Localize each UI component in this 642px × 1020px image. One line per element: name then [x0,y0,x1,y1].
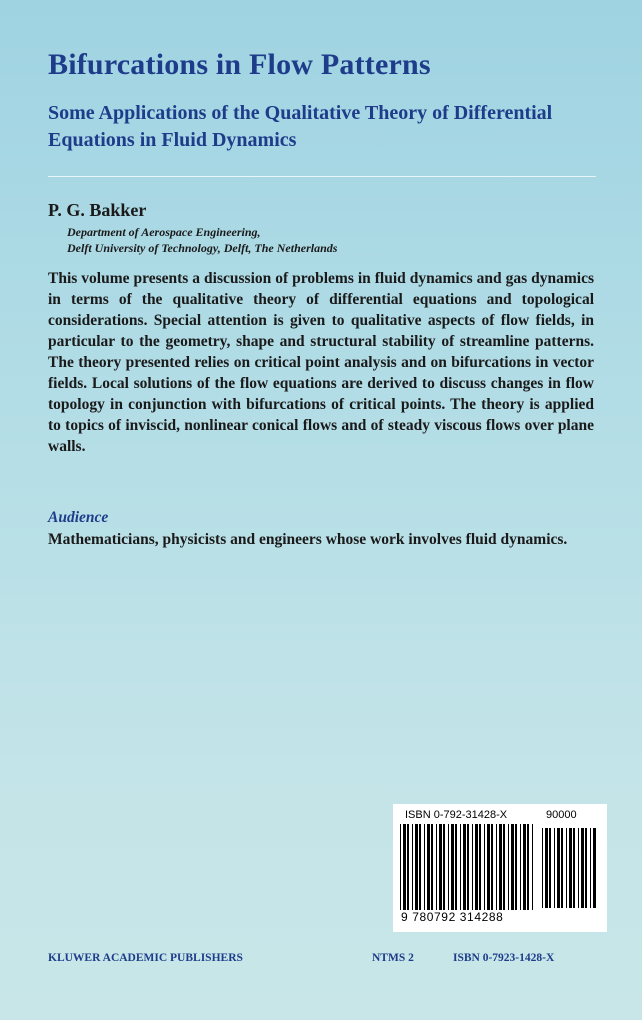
barcode-bar [503,824,505,910]
barcode-bar [455,824,457,910]
barcode-bar [532,824,533,910]
barcode-bar [424,824,425,910]
barcode-bar [460,824,461,910]
barcode-bar [403,824,406,910]
ean-barcode [399,824,537,910]
barcode-bar [557,828,560,908]
barcode-bar [545,828,548,908]
barcode-bar [436,824,437,910]
affiliation-line-2: Delft University of Technology, Delft, The Netherlands [67,241,338,255]
barcode-bar [463,824,466,910]
barcode-bar [561,828,563,908]
barcode-bar [573,828,575,908]
barcode-bar [407,824,409,910]
barcode-bar [578,828,579,908]
barcode-bar [415,824,418,910]
barcode-bar [484,824,485,910]
barcode-digits: 9 780792 314288 [401,910,504,924]
barcode-bar [508,824,509,910]
barcode-bar [527,824,529,910]
author-affiliation [67,224,337,256]
barcode-bar [569,828,572,908]
barcode-bar [475,824,478,910]
addon-barcode [541,828,599,908]
footer-isbn: ISBN 0-7923-1428-X [453,952,555,964]
book-description: This volume presents a discussion of problems in fluid dynamics and gas dynamics in terms of the qualitative theory of differential equations and topological considerations. Special attention is given to qualitative aspects of flow fields, in particular to the geometry, shape and structural stability of streamline patterns. The theory presented relies on critical point analysis and on bifurcations in vector fields. Local solutions of the flow equations are derived to discuss changes in flow topology in conjunction with bifurcations of critical points. The theory is applied to topics of inviscid, nonlinear conical flows and of steady viscous flows over plane walls. [48,270,594,455]
barcode-bar [554,828,555,908]
author-name: P. G. Bakker [48,200,147,220]
barcode-bar [542,828,543,908]
barcode-bar [479,824,481,910]
audience-heading: Audience [48,509,109,526]
barcode-bar [566,828,567,908]
barcode-isbn-label: ISBN 0-792-31428-X [405,809,508,821]
barcode-bar [581,828,584,908]
audience-text: Mathematicians, physicists and engineers whose work involves fluid dynamics. [48,531,568,548]
barcode-bar [491,824,493,910]
barcode-bar [549,828,551,908]
barcode-bar [467,824,469,910]
barcode-bar [523,824,526,910]
barcode-panel [393,804,607,932]
book-title: Bifurcations in Flow Patterns [48,48,431,81]
barcode-bar [496,824,497,910]
book-subtitle: Some Applications of the Qualitative Theory of Differential Equations in Fluid Dynamics [48,102,553,151]
barcode-bar [585,828,587,908]
series-number: NTMS 2 [372,952,414,964]
barcode-bar [520,824,521,910]
barcode-bar [590,828,591,908]
barcode-bar [412,824,413,910]
barcode-bar [472,824,473,910]
barcode-bar [451,824,454,910]
barcode-bar [400,824,401,910]
publisher-name: KLUWER ACADEMIC PUBLISHERS [48,952,243,964]
barcode-bar [593,828,596,908]
barcode-bar [439,824,442,910]
barcode-bar [515,824,517,910]
barcode-bar [499,824,502,910]
barcode-bar [511,824,514,910]
barcode-price-code: 90000 [546,809,577,821]
barcode-bar [448,824,449,910]
divider-rule [48,176,596,177]
barcode-bar [427,824,430,910]
barcode-bar [487,824,490,910]
barcode-bar [431,824,433,910]
affiliation-line-1: Department of Aerospace Engineering, [67,225,261,239]
barcode-bar [443,824,445,910]
barcode-bar [419,824,421,910]
